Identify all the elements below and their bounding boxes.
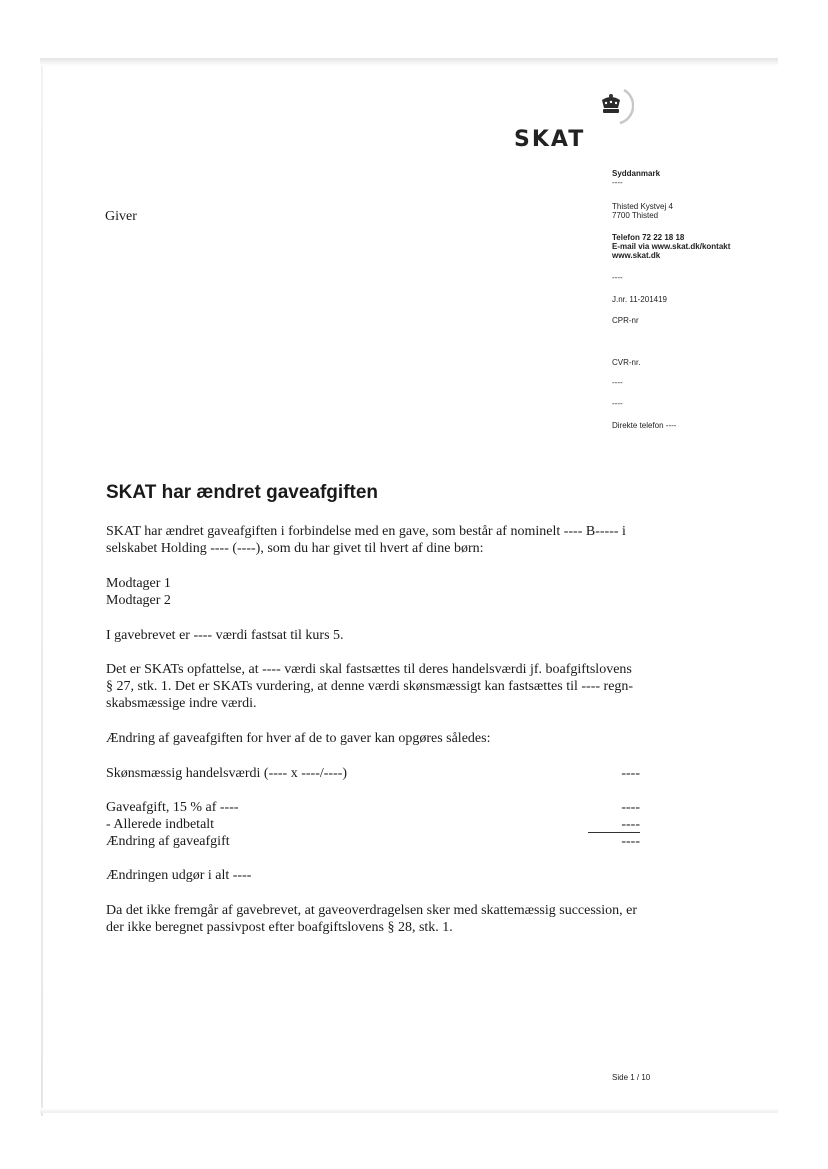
paragraph-line: Det er SKATs opfattelse, at ---- værdi skal fastsættes til deres handelsværdi jf. boafgiftslovens <box>106 662 632 677</box>
crown-logo-icon <box>594 86 634 126</box>
calc-amount: ---- <box>621 800 640 815</box>
paragraph-line: § 27, stk. 1. Det er SKATs vurdering, at denne værdi skønsmæssigt kan fastsættes til ---- regn- <box>106 679 634 694</box>
scan-edge-bottom <box>40 1108 778 1113</box>
paragraph-line: I gavebrevet er ---- værdi fastsat til kurs 5. <box>106 628 344 643</box>
calc-label: Skønsmæssig handelsværdi (---- x ----/----) <box>106 766 348 781</box>
direct-phone: Direkte telefon ---- <box>612 421 677 430</box>
sender-website[interactable]: www.skat.dk <box>612 251 661 260</box>
sender-street: Thisted Kystvej 4 <box>612 202 673 211</box>
calc-label: Ændring af gaveafgift <box>106 834 230 849</box>
paragraph-line: Ændringen udgør i alt ---- <box>106 868 252 883</box>
paragraph-line: skabsmæssige indre værdi. <box>106 696 257 711</box>
paragraph-line: selskabet Holding ---- (----), som du har givet til hvert af dine børn: <box>106 541 484 556</box>
paragraph-line: Ændring af gaveafgiften for hver af de to gaver kan opgøres således: <box>106 731 491 746</box>
paragraph-line: SKAT har ændret gaveafgiften i forbindelse med en gave, som består af nominelt ---- B----- i <box>106 524 626 539</box>
sender-region: Syddanmark <box>612 169 661 178</box>
sender-separator: ---- <box>612 399 623 408</box>
sender-email[interactable]: E-mail via www.skat.dk/kontakt <box>612 242 731 251</box>
calc-label: - Allerede indbetalt <box>106 817 215 832</box>
letter-heading: SKAT har ændret gaveafgiften <box>106 482 379 503</box>
calc-amount: ---- <box>621 817 640 832</box>
paragraph-line: der ikke beregnet passivpost efter boafgiftslovens § 28, stk. 1. <box>106 920 453 935</box>
recipient-item: Modtager 2 <box>106 593 171 608</box>
sender-phone: Telefon 72 22 18 18 <box>612 233 685 242</box>
journal-number: J.nr. 11-201419 <box>612 295 668 304</box>
skat-wordmark: SKAT <box>514 127 586 152</box>
page-number: Side 1 / 10 <box>612 1073 651 1082</box>
calc-amount: ---- <box>621 766 640 781</box>
paragraph-line: Da det ikke fremgår af gavebrevet, at gaveoverdragelsen sker med skattemæssig succession, er <box>106 903 638 918</box>
recipient-item: Modtager 1 <box>106 576 171 591</box>
calc-label: Gaveafgift, 15 % af ---- <box>106 800 239 815</box>
scan-edge-left <box>41 66 43 1116</box>
cvr-number: CVR-nr. <box>612 358 641 367</box>
scan-edge-top <box>40 58 778 66</box>
recipient-label: Giver <box>105 209 137 224</box>
sender-separator: ---- <box>612 273 623 282</box>
sender-separator: ---- <box>612 178 623 187</box>
sender-separator: ---- <box>612 378 623 387</box>
cpr-number: CPR-nr <box>612 316 639 325</box>
calc-amount: ---- <box>621 834 640 849</box>
sender-city: 7700 Thisted <box>612 211 659 220</box>
